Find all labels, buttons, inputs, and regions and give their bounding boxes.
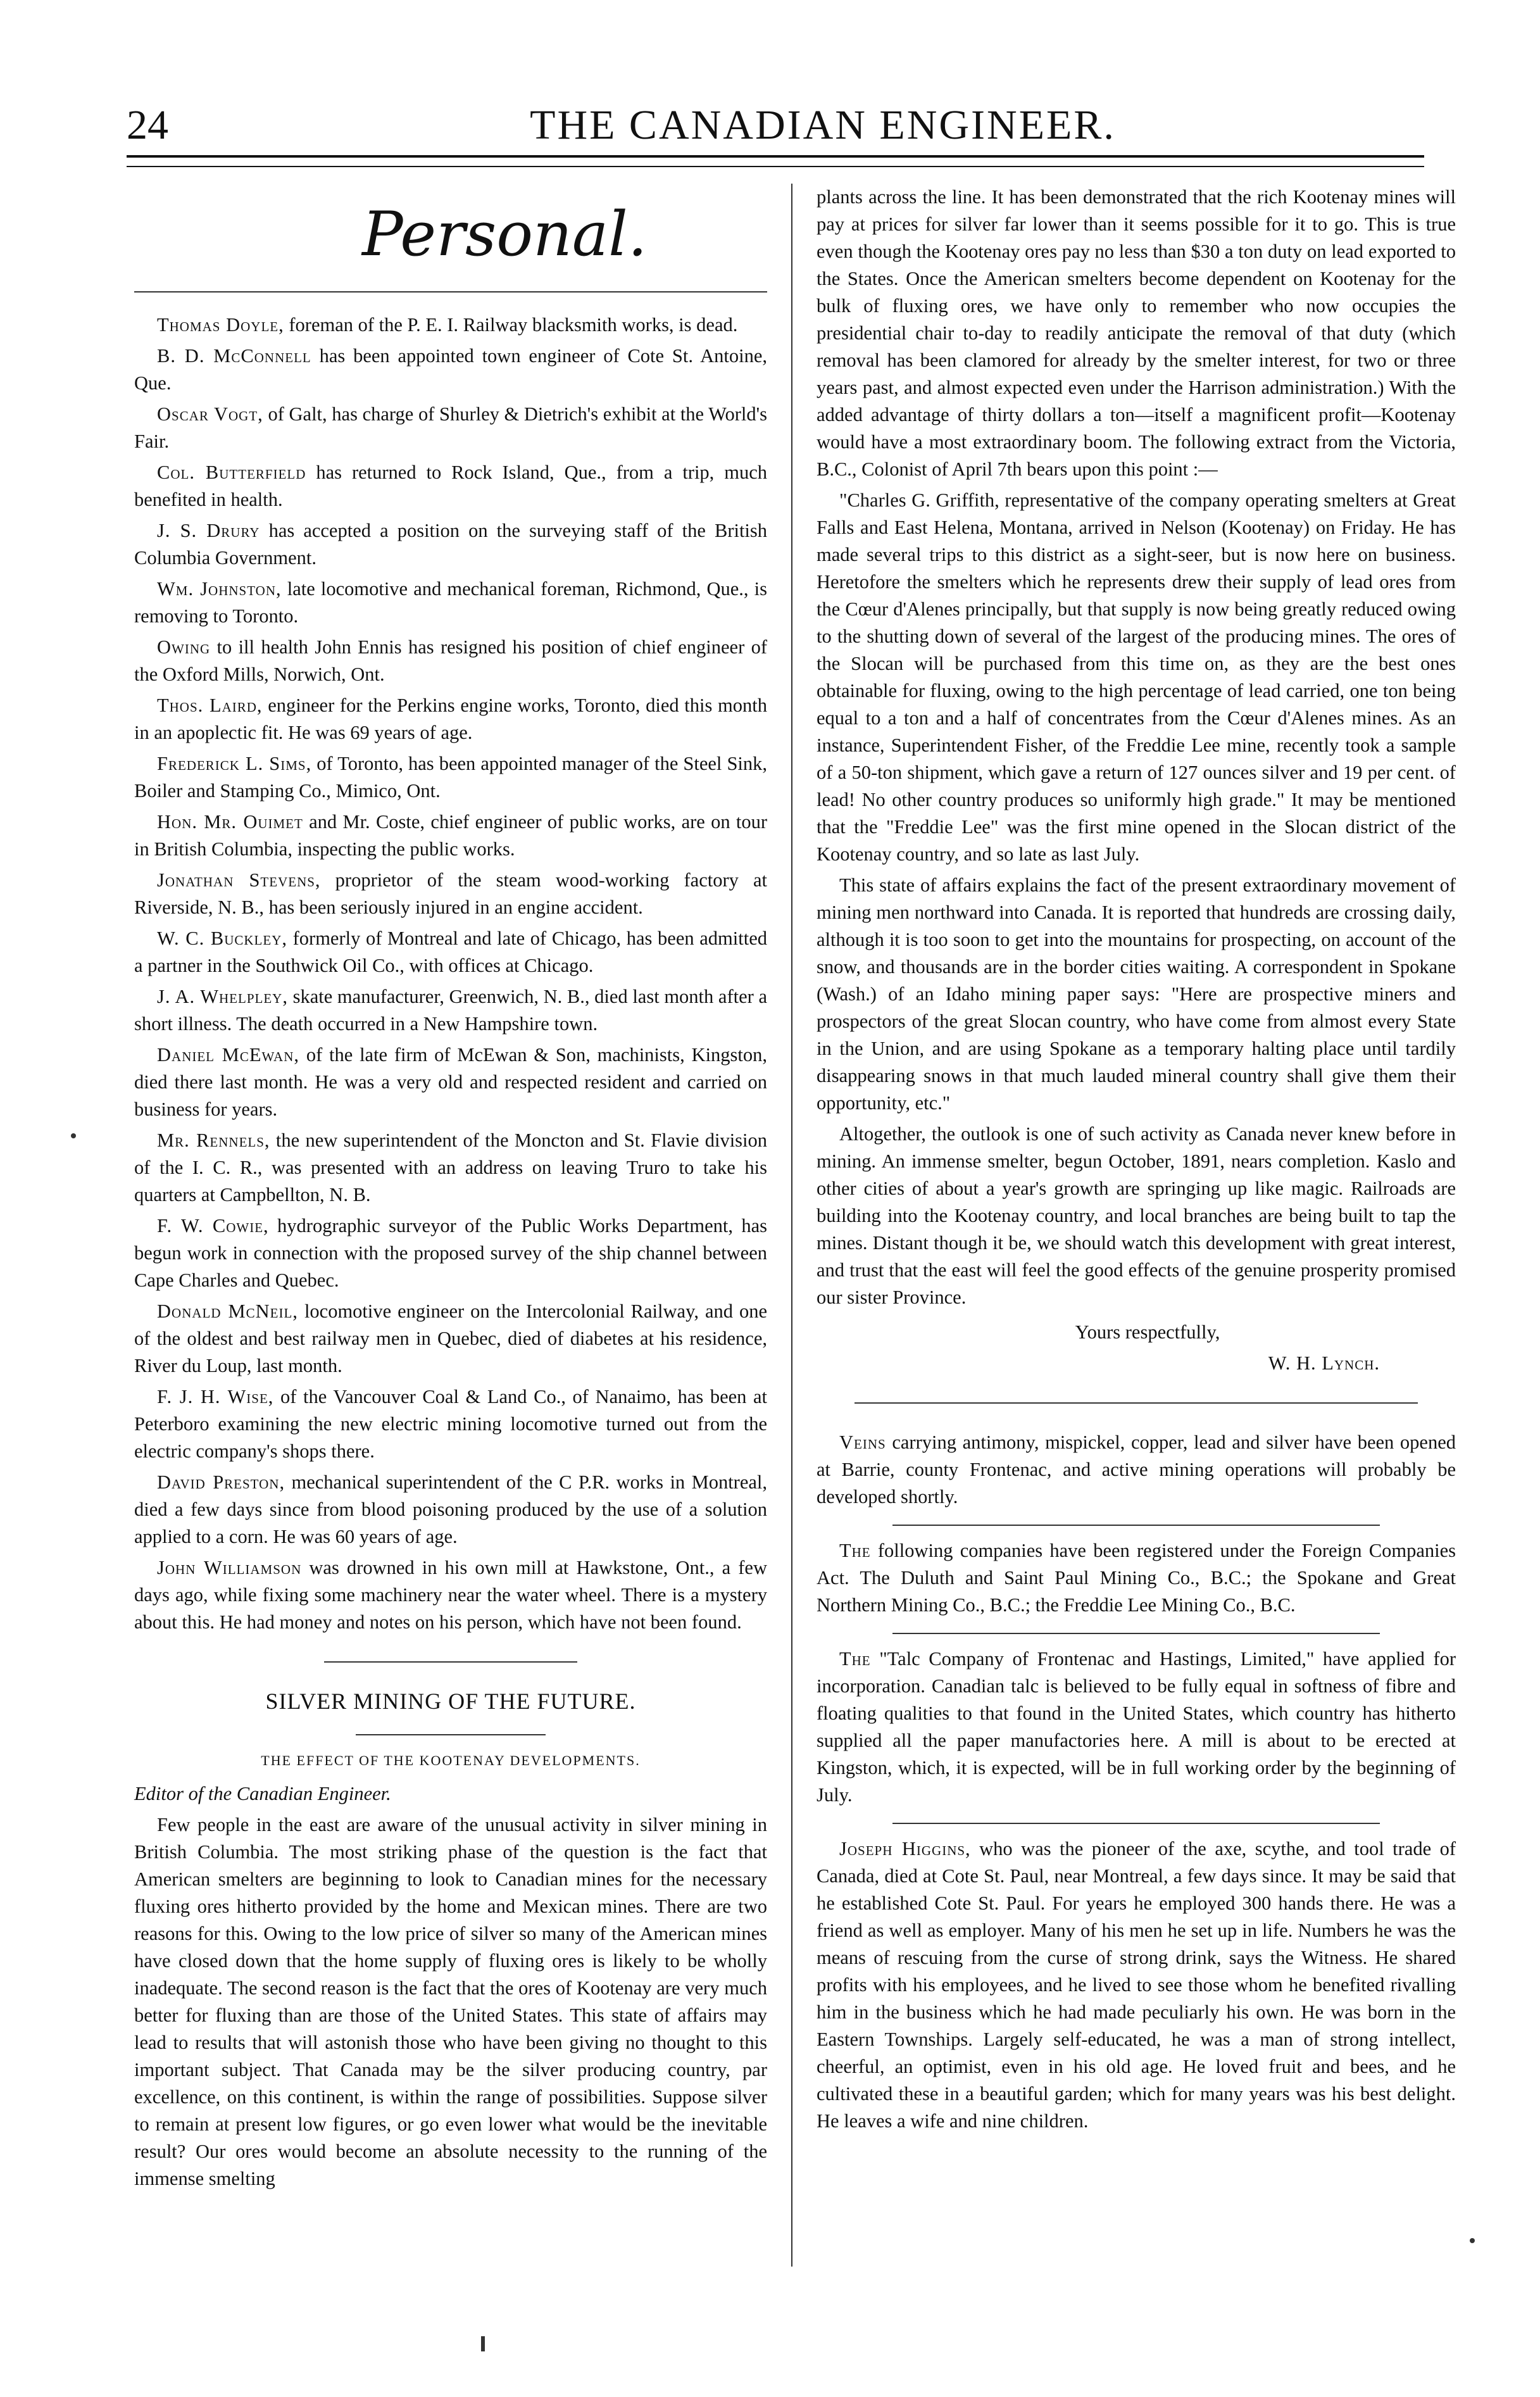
news-note-text: following companies have been registered under the Foreign Companies Act. The Duluth and Saint Paul Mining Co., B.C.; the Spokane and Great Northern Mining Co., B.C.; the Freddie Lee Mining Co., B.C. xyxy=(817,1540,1456,1616)
personal-item-text: and Mr. Coste, chief engineer of public works, are on tour in British Columbia, inspecting the public works. xyxy=(134,811,768,860)
silver-mining-subtitle: THE EFFECT OF THE KOOTENAY DEVELOPMENTS. xyxy=(261,1752,641,1768)
personal-item-text: to ill health John Ennis has resigned his position of chief engineer of the Oxford Mills, Norwich, Ont. xyxy=(134,636,768,685)
header-rule-thick xyxy=(127,155,1424,158)
letter-paragraph: This state of affairs explains the fact of the present extraordinary movement of mining men northward into Canada. It is reported that hundreds are crossing daily, although it is too soon to get into the mountains for prospecting, on account of the snow, and thousands are in the border cities waiting. A correspondent in Spokane (Wash.) of an Idaho mining paper says: "Here are prospective miners and prospectors of the great Slocan country, who have come from almost every State in the Union, and are using Spokane as a temporary halting place until tardily disappearing snows in that much lauded mineral country shall give them their opportunity, etc." xyxy=(817,874,1456,1114)
personal-item-name: Hon. Mr. Ouimet xyxy=(157,811,303,833)
note-separator xyxy=(892,1633,1380,1634)
personal-item xyxy=(134,517,767,572)
notes-list xyxy=(817,1429,1456,2135)
news-note-text: carrying antimony, mispickel, copper, lead and silver have been opened at Barrie, county Frontenac, and active mining operations will probably be developed shortly. xyxy=(817,1431,1456,1507)
personal-item-text: has returned to Rock Island, Que., from a trip, much benefited in health. xyxy=(134,462,768,510)
personal-item xyxy=(134,311,767,339)
personal-item-text: was drowned in his own mill at Hawkstone, Ont., a few days ago, while fixing some machinery near the water wheel. There is a mystery about this. He had money and notes on his person, which have not been found. xyxy=(134,1557,767,1633)
personal-item xyxy=(134,1127,767,1209)
news-note-lead: Veins xyxy=(839,1431,886,1453)
personal-item xyxy=(134,1212,767,1294)
letter-paragraph: plants across the line. It has been demonstrated that the rich Kootenay mines will pay at prices for silver far lower than it seems possible for it to go. This is true even though the Kootenay ores pay no less than $30 a ton duty on lead exported to the States. Once the American smelters become dependent on Kootenay for the bulk of fluxing ores, we have only to remember who now occupies the presidential chair to-day to readily anticipate the removal of that duty (which removal has been clamored for already by the smelter interest, for two or three years past, and almost expected even under the Harrison administration.) With the added advantage of thirty dollars a ton—itself a magnificent profit—Kootenay would have a most extraordinary boom. The following extract from the Victoria, B.C., Colonist of April 7th bears upon this point :— xyxy=(817,186,1456,480)
personal-item xyxy=(134,343,767,397)
personal-item-text: proprietor of the steam wood-working factory at Riverside, N. B., has been seriously injured in an engine accident. xyxy=(134,869,767,918)
personal-item-name: Wm. Johnston, xyxy=(157,578,282,600)
personal-item-name: John Williamson xyxy=(157,1557,302,1578)
right-column xyxy=(817,184,1456,2149)
silver-title-rule xyxy=(356,1734,546,1735)
column-divider xyxy=(791,184,792,2267)
news-note xyxy=(817,1645,1456,1809)
personal-item-name: Oscar Vogt, xyxy=(157,403,263,425)
personal-item-text: engineer for the Perkins engine works, Toronto, died this month in an apoplectic fit. He was 69 years of age. xyxy=(134,695,768,743)
personal-item-text: hydrographic surveyor of the Public Works Department, has begun work in connection with the proposed survey of the ship channel between Cape Charles and Quebec. xyxy=(134,1215,768,1291)
personal-item-name: F. J. H. Wise, xyxy=(157,1386,274,1407)
personal-item-text: the new superintendent of the Moncton and St. Flavie division of the I. C. R., was presented with an address on leaving Truro to take his quarters at Campbellton, N. B. xyxy=(134,1129,768,1205)
personal-item-name: David Preston, xyxy=(157,1471,285,1493)
personal-item xyxy=(134,925,767,979)
personal-list xyxy=(134,311,767,1636)
news-note-text: who was the pioneer of the axe, scythe, and tool trade of Canada, died at Cote St. Paul, near Montreal, a few days since. It may be said that he established Cote St. Paul. For years he employed 300 hands there. He was a friend as well as employer. Many of his men he set up in life. Numbers he was the means of rescuing from the curse of strong drink, says the Witness. He shared profits with his employees, and he lived to see those whom he benefited rivalling him in the business which he had made peculiarly his own. He was born in the Eastern Townships. Largely self-educated, he was a man of strong intellect, cheerful, an optimist, even in his old age. He loved fruit and bees, and he cultivated these in a beautiful garden; which for many years was his best delight. He leaves a wife and nine children. xyxy=(817,1838,1456,2132)
letter-paragraph: Altogether, the outlook is one of such activity as Canada never knew before in mining. An immense smelter, begun October, 1891, nears completion. Kaslo and other cities of about a year's growth are springing up like magic. Railroads are building into the Kootenay country, and local branches are being built to tap the mines. Distant though it be, we should watch this development with great interest, and trust that the east will feel the good effects of the genuine prosperity promised our sister Province. xyxy=(817,1123,1456,1308)
personal-item xyxy=(134,867,767,921)
letter-signature: W. H. Lynch. xyxy=(1268,1352,1380,1374)
news-note xyxy=(817,1429,1456,1511)
personal-item-name: B. D. McConnell xyxy=(157,345,311,367)
personal-item-name: Donald McNeil, xyxy=(157,1300,298,1322)
page-number: 24 xyxy=(127,102,168,148)
personal-item xyxy=(134,401,767,455)
letter-continuation xyxy=(817,184,1456,1311)
journal-title: THE CANADIAN ENGINEER. xyxy=(530,102,1116,148)
personal-item-text: of the late firm of McEwan & Son, machinists, Kingston, died there last month. He was a very old and respected resident and carried on business for years. xyxy=(134,1044,768,1120)
notes-rule xyxy=(855,1402,1418,1404)
silver-mining-title: SILVER MINING OF THE FUTURE. xyxy=(265,1689,636,1714)
ink-smudge xyxy=(481,2336,485,2351)
letter-closing: Yours respectfully, xyxy=(1075,1321,1220,1343)
personal-item-text: foreman of the P. E. I. Railway blacksmith works, is dead. xyxy=(289,314,738,336)
personal-item xyxy=(134,1383,767,1465)
personal-item-text: has accepted a position on the surveying staff of the British Columbia Government. xyxy=(134,520,768,569)
letter-paragraph: Few people in the east are aware of the unusual activity in silver mining in British Columbia. The most striking phase of the question is the fact that American smelters are beginning to look to Canadian mines for the necessary fluxing ores hitherto provided by the home and Mexican mines. There are two reasons for this. Owing to the low price of silver so many of the American mines have closed down that the home supply of fluxing ores is likely to be wholly inadequate. The second reason is the fact that the ores of Kootenay are very much better for fluxing than are those of the United States. This state of affairs may lead to results that will astonish those who have been giving no thought to this important subject. That Canada may be the silver producing country, par excellence, on this continent, is within the range of possibilities. Suppose silver to remain at present low figures, or go even lower what would be the inevitable result? Our ores would become an absolute necessity to the running of the immense smelting xyxy=(134,1814,767,2189)
news-note-lead: The xyxy=(839,1648,871,1670)
personal-item-text: of the Vancouver Coal & Land Co., of Nanaimo, has been at Peterboro examining the new electric mining locomotive turned out from the electric company's shops there. xyxy=(134,1386,767,1462)
section-rule xyxy=(324,1661,577,1663)
personal-item xyxy=(134,983,767,1038)
personal-item-name: F. W. Cowie, xyxy=(157,1215,269,1236)
personal-item xyxy=(134,808,767,863)
news-note xyxy=(817,1835,1456,2135)
news-note-text: "Talc Company of Frontenac and Hastings, Limited," have applied for incorporation. Canadian talc is believed to be fully equal in softness of fibre and floating qualities to that found in the United States, which country has hitherto supplied all the paper manufactories here. A mill is about to be erected at Kingston, which, it is expected, will be in full working order by the beginning of July. xyxy=(817,1648,1456,1806)
personal-item xyxy=(134,459,767,513)
personal-item-text: of Toronto, has been appointed manager of the Steel Sink, Boiler and Stamping Co., Mimico, Ont. xyxy=(134,753,768,802)
personal-item-name: Thomas Doyle, xyxy=(157,314,284,336)
personal-item-text: of Galt, has charge of Shurley & Dietrich's exhibit at the World's Fair. xyxy=(134,403,768,452)
margin-mark xyxy=(1470,2238,1475,2243)
personal-item-text: locomotive engineer on the Intercolonial Railway, and one of the oldest and best railway men in Quebec, died of diabetes at his residence, River du Loup, last month. xyxy=(134,1300,768,1376)
personal-item xyxy=(134,1298,767,1380)
personal-item-name: Col. Butterfield xyxy=(157,462,306,483)
news-note xyxy=(817,1537,1456,1619)
margin-mark xyxy=(71,1133,76,1138)
personal-item xyxy=(134,692,767,746)
personal-item-text: skate manufacturer, Greenwich, N. B., died last month after a short illness. The death occurred in a New Hampshire town. xyxy=(134,986,767,1035)
personal-item xyxy=(134,750,767,805)
header-rule-thin xyxy=(127,166,1424,167)
personal-item-text: has been appointed town engineer of Cote St. Antoine, Que. xyxy=(134,345,767,394)
personal-heading: Personal. xyxy=(362,199,648,270)
news-note-lead: Joseph Higgins, xyxy=(839,1838,971,1859)
personal-item xyxy=(134,634,767,688)
personal-item-name: Jonathan Stevens, xyxy=(157,869,321,891)
personal-item-name: J. S. Drury xyxy=(157,520,260,541)
personal-item-text: formerly of Montreal and late of Chicago, has been admitted a partner in the Southwick Oil Co., with offices at Chicago. xyxy=(134,928,767,976)
personal-item-name: Daniel McEwan, xyxy=(157,1044,300,1066)
news-note-lead: The xyxy=(839,1540,871,1561)
note-separator xyxy=(892,1525,1380,1526)
personal-item xyxy=(134,1554,767,1636)
letter-salutation: Editor of the Canadian Engineer. xyxy=(134,1783,391,1804)
personal-item-name: W. C. Buckley, xyxy=(157,928,287,949)
personal-item xyxy=(134,1041,767,1123)
personal-rule xyxy=(134,291,767,293)
personal-item xyxy=(134,576,767,630)
personal-item xyxy=(134,1469,767,1551)
personal-item-text: mechanical superintendent of the C P.R. works in Montreal, died a few days since from blood poisoning produced by the use of a solution applied to a corn. He was 60 years of age. xyxy=(134,1471,767,1547)
personal-item-name: J. A. Whelpley, xyxy=(157,986,288,1007)
page-header xyxy=(127,76,1424,158)
personal-item-name: Mr. Rennels, xyxy=(157,1129,270,1151)
letter-paragraph: "Charles G. Griffith, representative of the company operating smelters at Great Falls and East Helena, Montana, arrived in Nelson (Kootenay) on Friday. He has made several trips to this district as a sight-seer, but is now here on business. Heretofore the smelters which he represents drew their supply of lead ores from the Cœur d'Alenes principally, but that supply is now being greatly reduced owing to the shutting down of several of the largest of the producing mines. The ores of the Slocan will be purchased from this time on, as they are the best ones obtainable for fluxing, owing to the high percentage of lead carried, one ton being equal to a ton and a half of concentrates from the Cœur d'Alenes mines. As an instance, Superintendent Fisher, of the Freddie Lee mine, recently took a sample of a 50-ton shipment, which gave a return of 127 ounces silver and 19 per cent. of lead! No other country produces so uniformly high grade." It may be mentioned that the "Freddie Lee" was the first mine opened in the Slocan district of the Kootenay country, and so late as last July. xyxy=(817,489,1456,865)
personal-item-name: Thos. Laird, xyxy=(157,695,263,716)
personal-item-name: Frederick L. Sims, xyxy=(157,753,312,774)
personal-item-text: late locomotive and mechanical foreman, Richmond, Que., is removing to Toronto. xyxy=(134,578,767,627)
note-separator xyxy=(892,1823,1380,1824)
personal-item-name: Owing xyxy=(157,636,211,658)
left-column xyxy=(134,184,767,2196)
